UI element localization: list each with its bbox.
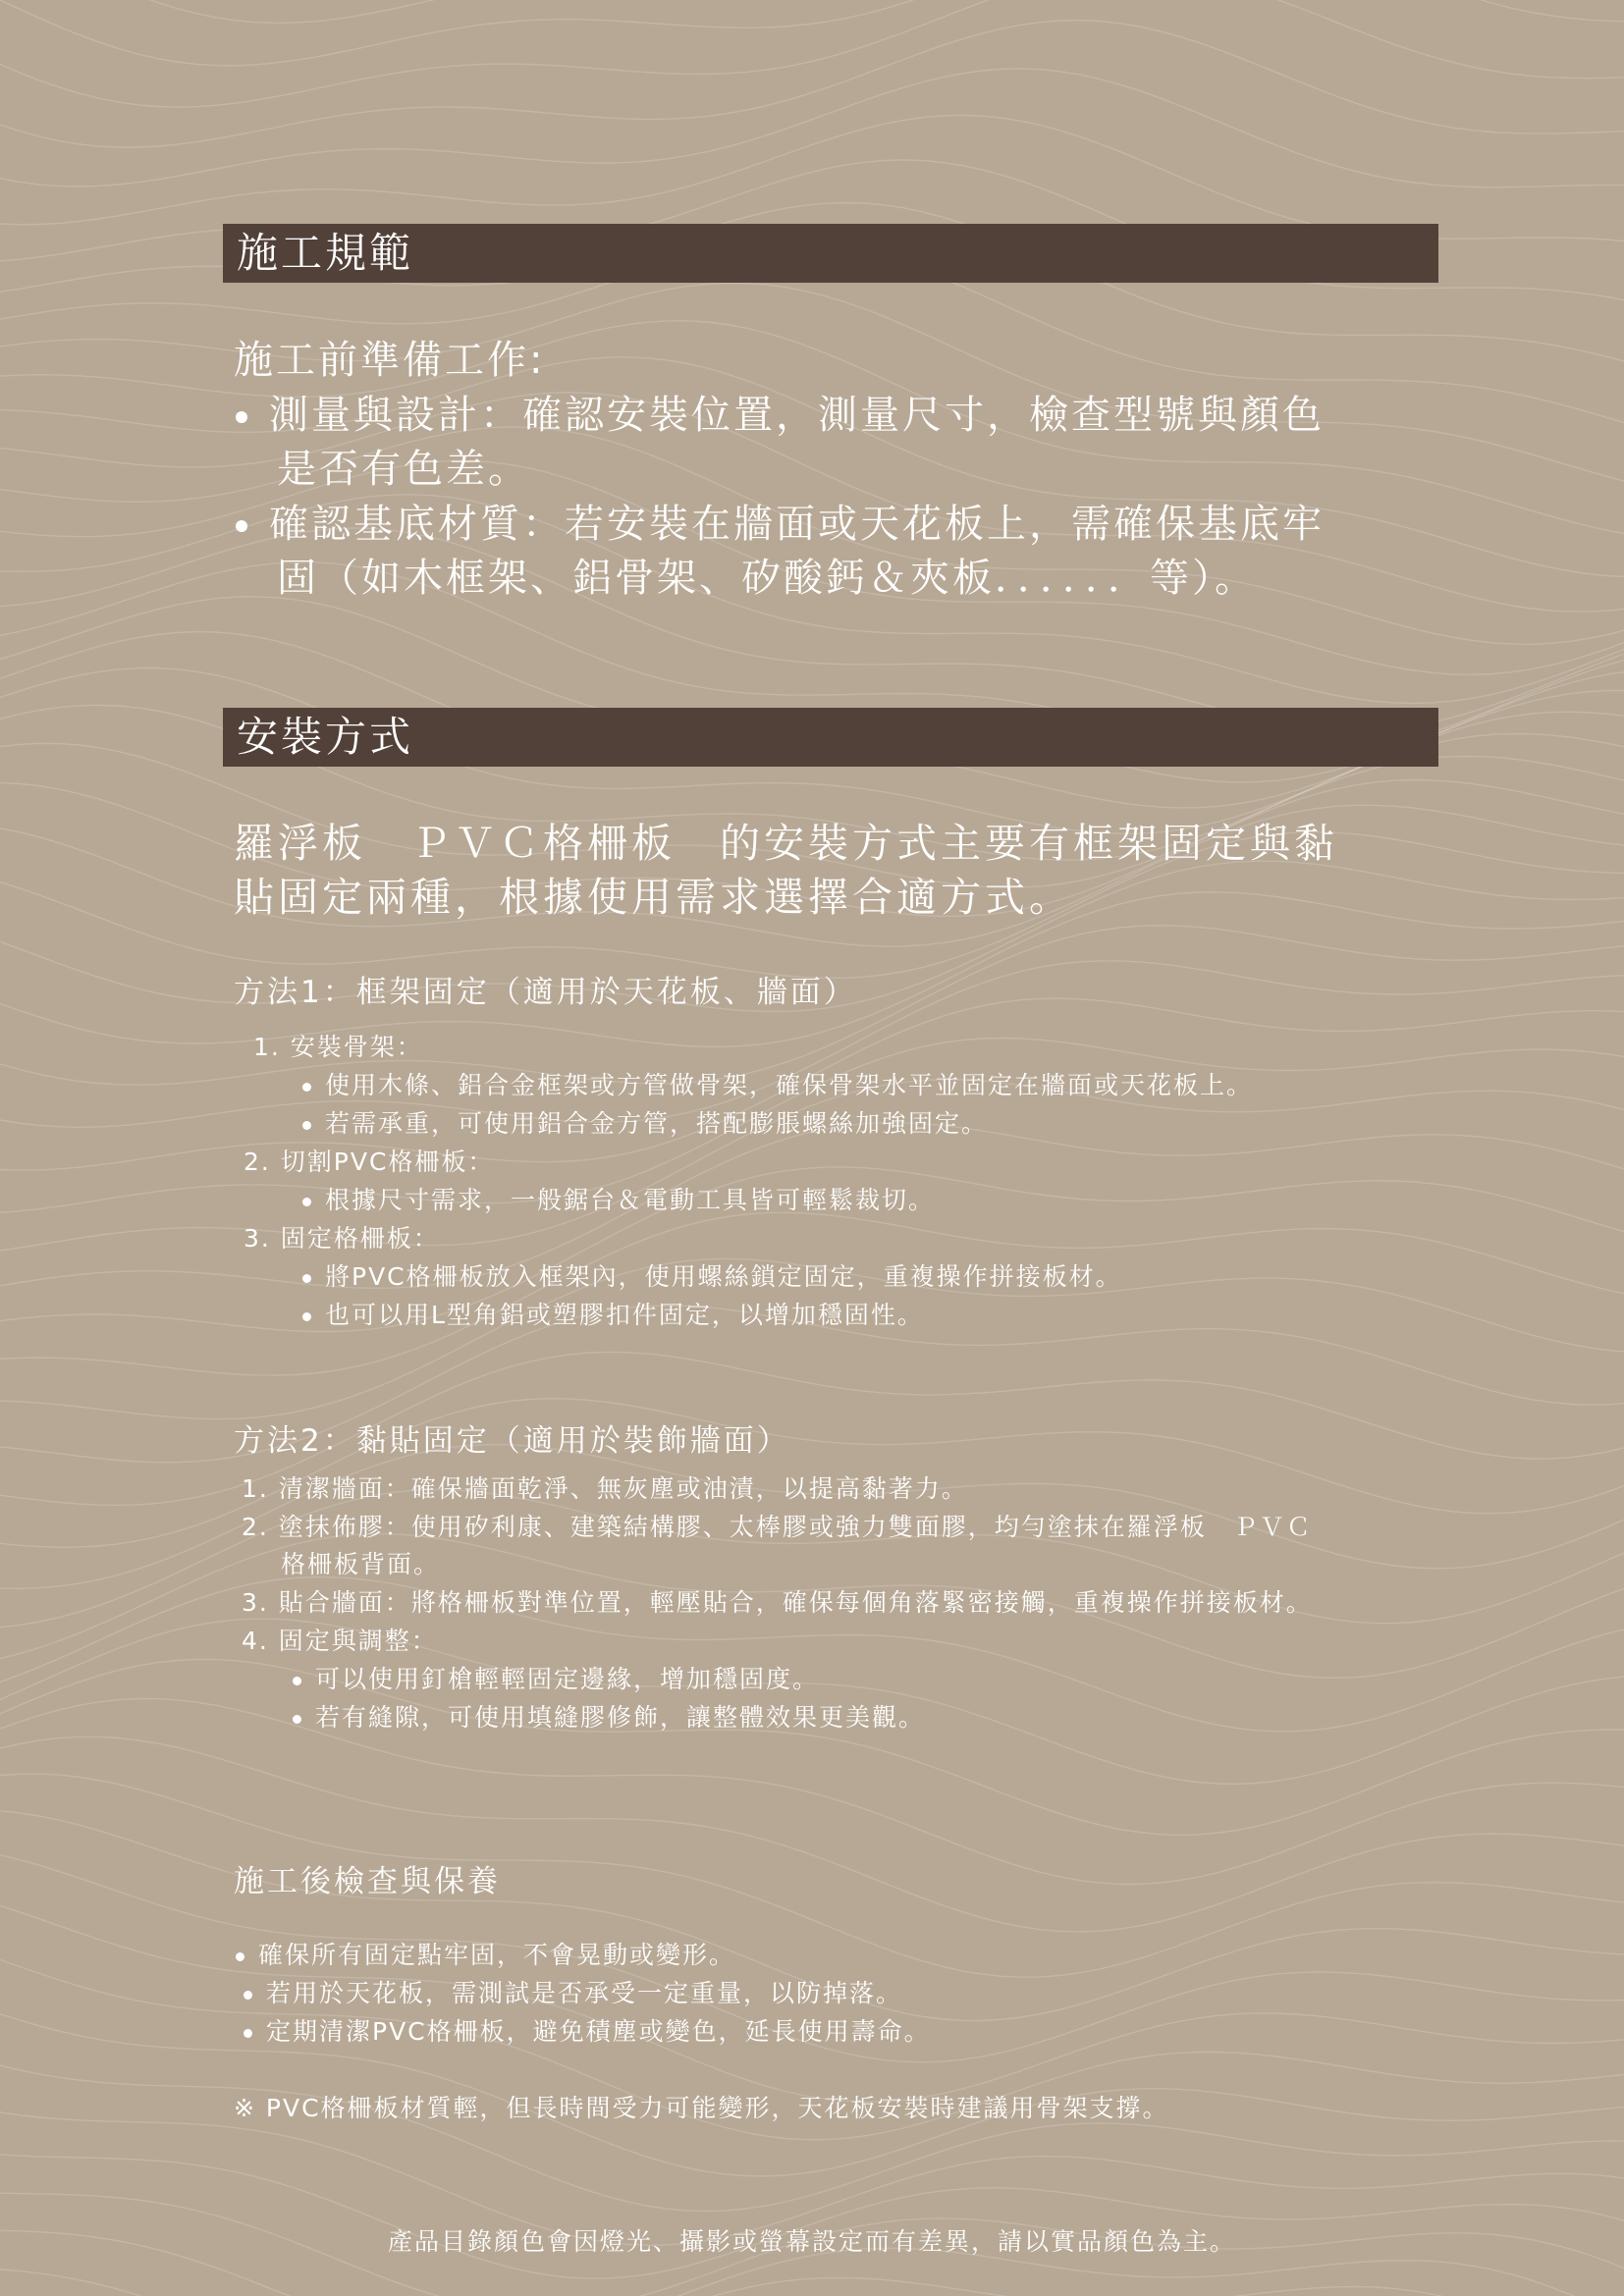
aftercare-note: ※ PVC格柵板材質輕，但長時間受力可能變形，天花板安裝時建議用骨架支撐。 <box>234 2094 1169 2122</box>
method2-step-4-bullet-1: 可以使用釘槍輕輕固定邊緣，增加穩固度。 <box>293 1660 819 1698</box>
bullet-dot <box>302 1121 311 1130</box>
bullet-dot <box>236 1952 244 1961</box>
prep-bullet-2-cont: 固（如木框架、鋁骨架、矽酸鈣＆夾板．．．．．．等）。 <box>277 556 1257 601</box>
intro-line-2: 貼固定兩種，根據使用需求選擇合適方式。 <box>234 874 1073 921</box>
aftercare-heading: 施工後檢查與保養 <box>234 1864 501 1899</box>
method1-heading: 方法1：框架固定（適用於天花板、牆面） <box>234 975 857 1010</box>
method2-step-2: 2. 塗抹佈膠：使用矽利康、建築結構膠、太棒膠或強力雙面膠，均勻塗抹在羅浮板 ＰＶＣ <box>242 1513 1313 1541</box>
method1-step-3-bullet-1: 將PVC格柵板放入框架內，使用螺絲鎖定固定，重複操作拼接板材。 <box>302 1257 1122 1296</box>
prep-heading: 施工前準備工作: <box>234 338 546 383</box>
bullet-dot <box>244 1991 252 2000</box>
bullet-dot <box>293 1715 301 1724</box>
bullet-dot <box>302 1198 311 1206</box>
bullet-dot <box>236 411 247 423</box>
method1-step-3-bullet-2: 也可以用L型角鋁或塑膠扣件固定，以增加穩固性。 <box>302 1296 924 1334</box>
method1-step-1-bullet-1: 使用木條、鋁合金框架或方管做骨架，確保骨架水平並固定在牆面或天花板上。 <box>302 1066 1253 1104</box>
aftercare-bullet-2: 若用於天花板，需測試是否承受一定重量，以防掉落。 <box>244 1974 902 2012</box>
prep-bullet-2: 確認基底材質：若安裝在牆面或天花板上，需確保基底牢 <box>236 498 1325 552</box>
method1-step-1: 1. 安裝骨架： <box>253 1033 423 1061</box>
bullet-dot <box>244 2029 252 2038</box>
footer-disclaimer: 產品目錄顏色會因燈光、攝影或螢幕設定而有差異，請以實品顏色為主。 <box>387 2227 1236 2256</box>
method1-step-3: 3. 固定格柵板： <box>244 1224 440 1253</box>
prep-bullet-1-cont: 是否有色差。 <box>277 447 530 492</box>
aftercare-bullet-1: 確保所有固定點牢固，不會晃動或變形。 <box>236 1936 735 1974</box>
section-bar-construction-spec <box>223 224 1438 283</box>
method2-step-4-bullet-2: 若有縫隙，可使用填縫膠修飾，讓整體效果更美觀。 <box>293 1698 925 1736</box>
method1-step-2: 2. 切割PVC格柵板： <box>244 1148 495 1176</box>
bullet-dot <box>302 1312 311 1321</box>
method1-step-1-bullet-2: 若需承重，可使用鋁合金方管，搭配膨脹螺絲加強固定。 <box>302 1104 988 1143</box>
intro-line-1: 羅浮板 ＰＶＣ格柵板 的安裝方式主要有框架固定與黏 <box>234 820 1338 867</box>
method2-step-4: 4. 固定與調整： <box>242 1627 438 1655</box>
method2-step-3: 3. 貼合牆面：將格柵板對準位置，輕壓貼合，確保每個角落緊密接觸，重複操作拼接板材。 <box>242 1588 1313 1617</box>
bullet-dot <box>302 1274 311 1283</box>
method2-heading: 方法2：黏貼固定（適用於裝飾牆面） <box>234 1423 790 1459</box>
aftercare-bullet-3: 定期清潔PVC格柵板，避免積塵或變色，延長使用壽命。 <box>244 2012 931 2051</box>
bullet-dot <box>236 520 247 532</box>
section-bar-installation <box>223 708 1438 767</box>
method1-step-2-bullet-1: 根據尺寸需求，一般鋸台＆電動工具皆可輕鬆裁切。 <box>302 1181 935 1219</box>
method2-step-2-cont: 格柵板背面。 <box>281 1550 441 1578</box>
method2-step-1: 1. 清潔牆面：確保牆面乾淨、無灰塵或油漬，以提高黏著力。 <box>242 1474 968 1503</box>
bullet-dot <box>302 1083 311 1092</box>
section-title: 施工規範 <box>237 229 414 277</box>
section-title: 安裝方式 <box>237 713 414 761</box>
prep-bullet-1: 測量與設計：確認安裝位置，測量尺寸，檢查型號與顏色 <box>236 389 1325 443</box>
bullet-dot <box>293 1677 301 1685</box>
